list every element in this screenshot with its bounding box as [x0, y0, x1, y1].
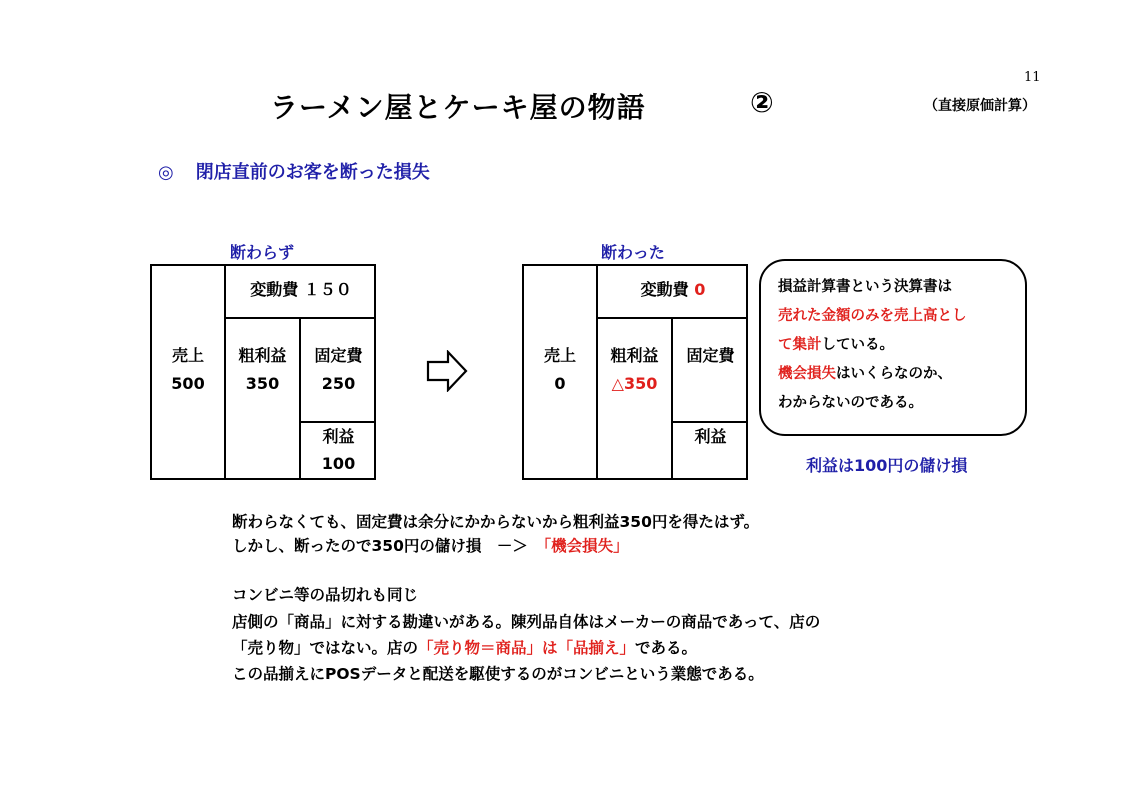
- note-line-3-rest: している。: [821, 337, 894, 353]
- page-title: ラーメン屋とケーキ屋の物語: [270, 91, 646, 124]
- double-circle-icon: ◎: [158, 162, 174, 183]
- left-gross-profit-label: 粗利益: [238, 346, 287, 365]
- left-profit-label: 利益: [322, 427, 355, 446]
- left-diagram-label: 断わらず: [230, 243, 295, 262]
- right-diagram-label: 断わった: [601, 243, 665, 262]
- left-sales-label: 売上: [171, 346, 204, 365]
- page-number: 11: [1024, 70, 1041, 85]
- note-line-4-red: 機会損失: [778, 366, 836, 382]
- section-heading-text: 閉店直前のお客を断った損失: [195, 162, 430, 183]
- body-paragraph-1: 断わらなくても、固定費は余分にかからないから粗利益350円を得たはず。: [232, 513, 760, 531]
- right-gross-profit-label: 粗利益: [610, 346, 659, 365]
- right-variable-cost-label: 変動費: [640, 280, 689, 299]
- right-gross-profit-value: △350: [611, 374, 658, 393]
- body-paragraph-2: [232, 534, 629, 556]
- opportunity-loss-term: 「機会損失」: [543, 537, 629, 555]
- loss-caption: 利益は100円の儲け損: [806, 456, 968, 475]
- right-fixed-cost-label: 固定費: [686, 346, 735, 365]
- right-arrow-icon: [426, 350, 468, 392]
- note-line-5: わからないのである。: [778, 395, 923, 411]
- body-paragraph-4: 店側の「商品」に対する勘違いがある。陳列品自体はメーカーの商品であって、店の: [232, 613, 821, 631]
- method-label: （直接原価計算）: [924, 98, 1036, 114]
- note-line-2: 売れた金額のみを売上高とし: [778, 308, 967, 324]
- right-variable-cost: [598, 276, 748, 304]
- body-paragraph-5: [232, 636, 697, 658]
- left-fixed-cost-label: 固定費: [314, 346, 363, 365]
- body-paragraph-2-text: しかし、断ったので350円の儲け損 －＞: [232, 537, 544, 555]
- body-paragraph-6: この品揃えにPOSデータと配送を駆使するのがコンビニという業態である。: [232, 665, 764, 683]
- note-line-3-red: て集計: [778, 337, 822, 353]
- note-line-4-rest: はいくらなのか、: [836, 366, 952, 382]
- left-gross-profit-value: 350: [245, 374, 280, 393]
- note-line-1: 損益計算書という決算書は: [778, 279, 952, 295]
- right-variable-cost-value: 0: [694, 280, 706, 299]
- left-sales-value: 500: [171, 374, 205, 393]
- section-number: ②: [750, 86, 774, 119]
- right-profit-label: 利益: [694, 427, 727, 446]
- body-paragraph-3: コンビニ等の品切れも同じ: [232, 586, 419, 604]
- left-variable-cost: 変動費 １５０: [250, 280, 352, 299]
- left-fixed-cost-value: 250: [321, 374, 356, 393]
- right-sales-value: 0: [554, 374, 566, 393]
- note-line-3: [778, 333, 894, 354]
- note-line-4: [778, 362, 952, 383]
- body-paragraph-5-b: である。: [635, 639, 698, 657]
- body-paragraph-5-red: 「売り物＝商品」は「品揃え」: [418, 639, 636, 657]
- body-paragraph-5-a: 「売り物」ではない。店の: [232, 639, 419, 657]
- right-sales-label: 売上: [543, 346, 576, 365]
- section-heading: [158, 158, 430, 184]
- left-profit-value: 100: [321, 454, 356, 473]
